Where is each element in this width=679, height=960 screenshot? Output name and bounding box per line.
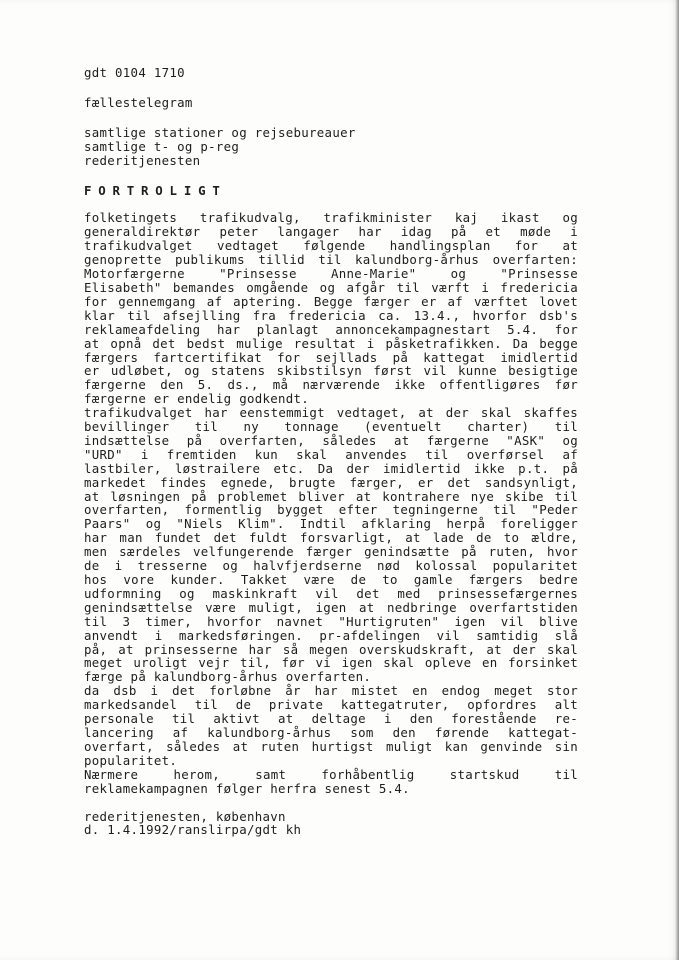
paper-edge-shadow	[675, 0, 679, 960]
signature-line: d. 1.4.1992/ranslirpa/gdt kh	[84, 822, 302, 838]
body-line: udformning og maskinkraft vil det med prinsessefærgernes	[84, 585, 578, 601]
body-line: overfarten, formentlig bygget efter tegningerne til "Peder	[84, 502, 578, 518]
body-line: at løsningen på problemet bliver at kontrahere nye skibe til	[84, 488, 578, 504]
telegram-document	[84, 66, 578, 837]
body-line: Elisabeth" bemandes omgående og afgår til værft i fredericia	[84, 279, 578, 295]
body-line: overfart, således at ruten hurtigst muligt kan genvinde sin	[84, 738, 578, 754]
body-line: for gennemgang af aptering. Begge færger er af værftet lovet	[84, 293, 578, 309]
signature-block	[84, 810, 578, 838]
body-line: "URD" i fremtiden kun skal anvendes til overførsel af	[84, 446, 578, 462]
body-line: på, at prinsesserne har så megen overskudskraft, at der skal	[84, 641, 578, 657]
body-line: lastbiler, løstrailere etc. Da der imidlertid ikke p.t. på	[84, 460, 578, 476]
body-line: genindsættelse være muligt, igen at nedbringe overfartstiden	[84, 599, 578, 615]
body-line: til 3 timer, hvorfor navnet "Hurtigruten" igen vil blive	[84, 613, 578, 629]
body-line: personale til aktivt at deltage i den forestående re-	[84, 711, 578, 727]
telegram-code: gdt 0104 1710	[84, 65, 185, 80]
body-line: færgers fartcertifikat for sejllads på kattegat imidlertid	[84, 349, 578, 365]
signature-line: rederitjenesten, københavn	[84, 808, 286, 824]
body-line: færge på kalundborg-århus overfarten.	[84, 669, 372, 685]
body-line: lancering af kalundborg-århus som den førende kattegat-	[84, 724, 578, 740]
recipient-line: samtlige t- og p-reg	[84, 138, 240, 154]
body-line: da dsb i det forløbne år har mistet en endog meget stor	[84, 683, 578, 699]
body-line: meget uroligt vejr til, før vi igen skal opleve en forsinket	[84, 655, 578, 671]
body-line: generaldirektør peter langager har idag på et møde i	[84, 224, 578, 240]
body-line: er udløbet, og statens skibstilsyn først vil kunne besigtige	[84, 363, 578, 379]
body-line: trafikudvalget har eenstemmigt vedtaget, at der skal skaffes	[84, 405, 578, 421]
body-line: markedet findes egnede, brugte færger, er det sandsynligt,	[84, 474, 578, 490]
body-line: markedsandel til de private kattegatruter, opfordres alt	[84, 697, 578, 713]
body-line: men særdeles velfungerende færger genindsætte på ruten, hvor	[84, 544, 578, 560]
body-line: hos vore kunder. Takket være de to gamle færgers bedre	[84, 572, 578, 587]
body-line: reklameafdeling har planlagt annoncekampagnestart 5.4. for	[84, 321, 578, 337]
body-line: de i tresserne og halvfjerdserne nød kolossal popularitet	[84, 558, 578, 574]
recipient-line: samtlige stationer og rejsebureauer	[84, 124, 356, 140]
body-line: at opnå det bedst mulige resultat i påsketrafikken. Da begge	[84, 335, 578, 351]
body-line: trafikudvalget vedtaget følgende handlingsplan for at	[84, 238, 578, 254]
body-line: klar til afsejlling fra fredericia ca. 13.4., hvorfor dsb's	[84, 307, 578, 323]
recipient-list	[84, 126, 578, 168]
classification-heading: FORTROLIGT	[84, 182, 227, 198]
body-line: reklamekampagnen følger herfra senest 5.4.	[84, 780, 410, 796]
body-line: Paars" og "Niels Klim". Indtil afklaring herpå foreligger	[84, 516, 578, 532]
body-line: bevillinger til ny tonnage (eventuelt charter) til	[84, 419, 578, 435]
body-line: har man fundet det fuldt forsvarligt, at lade de to ældre,	[84, 530, 578, 546]
body-line: popularitet.	[84, 752, 178, 768]
body-line: færgerne den 5. ds., må nærværende ikke offentligøres før	[84, 377, 578, 393]
telegram-body	[84, 211, 578, 795]
body-line: folketingets trafikudvalg, trafikminister kaj ikast og	[84, 210, 578, 226]
telegram-type: fællestelegram	[84, 94, 193, 110]
body-line: færgerne er endelig godkendt.	[84, 391, 310, 407]
body-line: Motorfærgerne "Prinsesse Anne-Marie" og "Prinsesse	[84, 266, 578, 282]
recipient-line: rederitjenesten	[84, 152, 201, 168]
body-line: Nærmere herom, samt forhåbentlig startskud til	[84, 766, 578, 782]
body-line: anvendt i markedsføringen. pr-afdelingen vil samtidig slå	[84, 627, 578, 643]
body-line: genoprette publikums tillid til kalundborg-århus overfarten:	[84, 252, 578, 268]
body-line: indsættelse på overfarten, således at færgerne "ASK" og	[84, 432, 578, 448]
